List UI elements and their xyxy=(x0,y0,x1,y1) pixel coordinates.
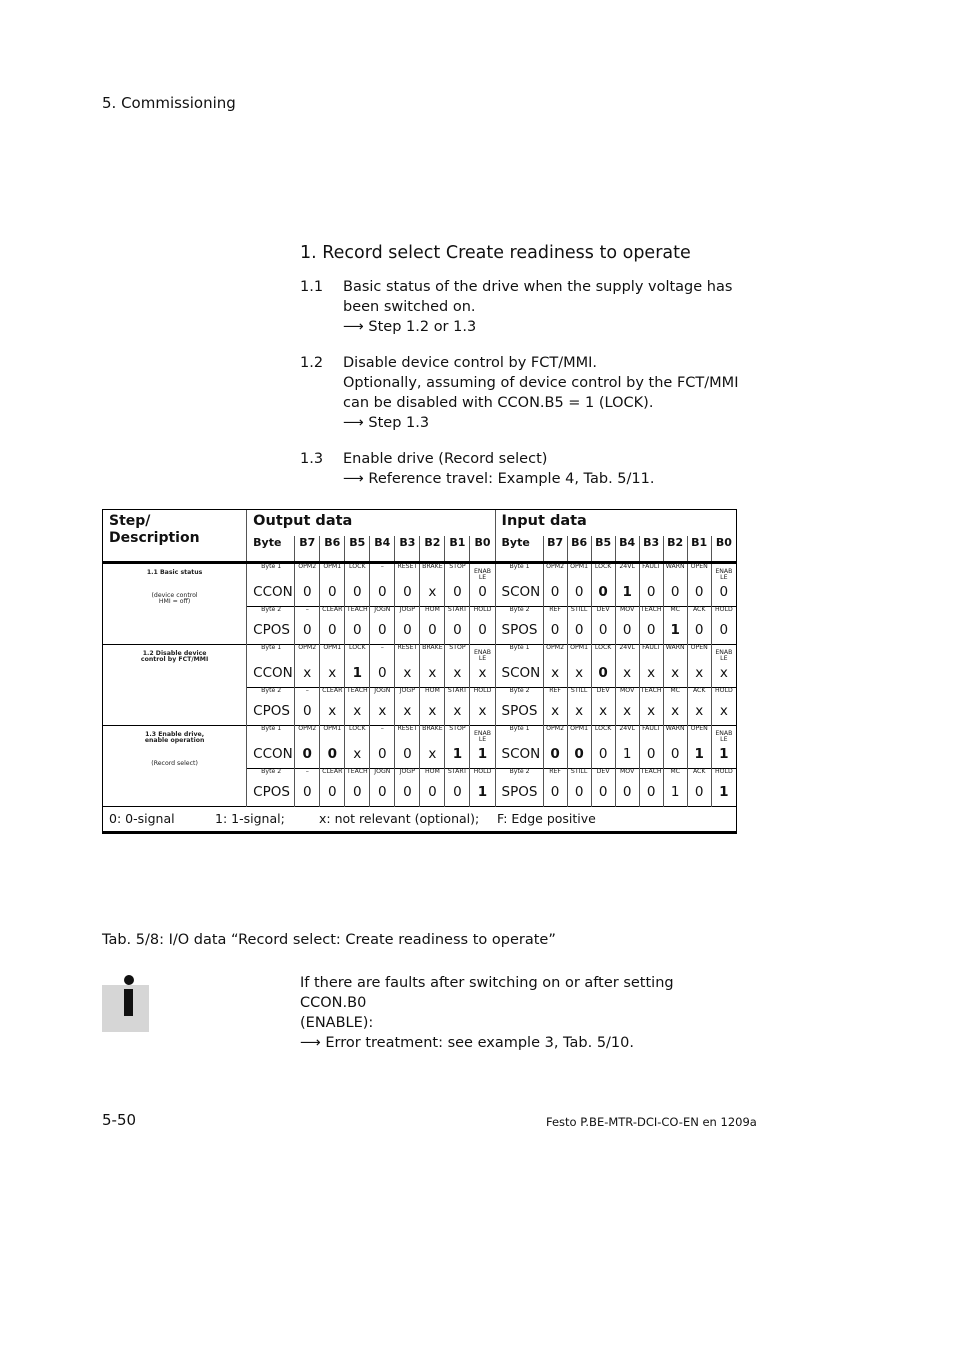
bit-header-b1: B1 xyxy=(687,536,711,563)
step-number: 1.3 xyxy=(300,451,324,467)
step-title: 1.1 Basic status xyxy=(146,568,203,576)
value-spos-3: 0 xyxy=(615,622,639,645)
value-cpos-0: 0 xyxy=(295,622,320,645)
signal-ccon-5: BRAKE xyxy=(420,725,445,746)
signal-spos-1: STILL xyxy=(567,768,591,784)
byte-label: Byte 1 xyxy=(495,644,543,665)
value-spos-2: 0 xyxy=(591,784,615,807)
value-cpos-2: x xyxy=(345,703,370,726)
value-ccon-5: x xyxy=(420,665,445,688)
signal-spos-4: TEACH xyxy=(639,606,663,622)
legend-item: x: not relevant (optional); xyxy=(319,810,480,826)
signal-cpos-1: CLEAR xyxy=(320,768,345,784)
bit-header-b0: B0 xyxy=(470,536,495,563)
value-scon-7: 1 xyxy=(711,746,736,769)
bit-header-b5: B5 xyxy=(591,536,615,563)
byte-name-cpos: CPOS xyxy=(247,784,295,807)
value-cpos-4: 0 xyxy=(395,622,420,645)
signal-spos-3: MOV xyxy=(615,606,639,622)
signal-scon-2: LOCK xyxy=(591,562,615,584)
signal-spos-5: MC xyxy=(663,606,687,622)
value-cpos-2: 0 xyxy=(345,784,370,807)
signal-scon-1: OPM1 xyxy=(567,644,591,665)
bit-header-b3: B3 xyxy=(395,536,420,563)
signal-cpos-6: START xyxy=(445,687,470,703)
signal-scon-0: OPM2 xyxy=(543,644,567,665)
byte-label: Byte 1 xyxy=(247,725,295,746)
info-note xyxy=(300,973,740,1053)
value-cpos-5: 0 xyxy=(420,622,445,645)
document-footer: Festo P.BE-MTR-DCI-CO-EN en 1209a xyxy=(546,1115,757,1129)
signal-cpos-5: HOM xyxy=(420,768,445,784)
signal-scon-0: OPM2 xyxy=(543,725,567,746)
signal-scon-5: WARN xyxy=(663,725,687,746)
step-line: ⟶ Step 1.3 xyxy=(343,415,430,431)
signal-ccon-5: BRAKE xyxy=(420,562,445,584)
value-spos-5: x xyxy=(663,703,687,726)
step-description-cell xyxy=(103,562,247,644)
signal-row xyxy=(103,725,737,746)
signal-ccon-2: LOCK xyxy=(345,644,370,665)
value-spos-7: 0 xyxy=(711,622,736,645)
legend-cell xyxy=(103,806,737,832)
signal-ccon-5: BRAKE xyxy=(420,644,445,665)
value-scon-6: 0 xyxy=(687,584,711,607)
bit-header-b0: B0 xyxy=(711,536,736,563)
value-cpos-7: 1 xyxy=(470,784,495,807)
byte-label: Byte 2 xyxy=(247,687,295,703)
step-description-cell xyxy=(103,725,247,806)
step-line: ⟶ Reference travel: Example 4, Tab. 5/11. xyxy=(343,471,655,487)
value-scon-5: 0 xyxy=(663,746,687,769)
bit-header-b6: B6 xyxy=(567,536,591,563)
signal-spos-4: TEACH xyxy=(639,687,663,703)
signal-spos-2: DEV xyxy=(591,687,615,703)
byte-name-spos: SPOS xyxy=(495,622,543,645)
signal-scon-2: LOCK xyxy=(591,725,615,746)
note-line: (ENABLE): xyxy=(300,1015,374,1031)
byte-label: Byte 1 xyxy=(247,644,295,665)
signal-spos-2: DEV xyxy=(591,768,615,784)
bit-header-b6: B6 xyxy=(320,536,345,563)
step-line: Optionally, assuming of device control by the FCT/MMI xyxy=(343,375,739,391)
value-cpos-7: 0 xyxy=(470,622,495,645)
signal-cpos-1: CLEAR xyxy=(320,687,345,703)
signal-cpos-0: – xyxy=(295,606,320,622)
signal-cpos-6: START xyxy=(445,768,470,784)
value-scon-2: 0 xyxy=(591,746,615,769)
byte-column-header: Byte xyxy=(247,536,295,563)
step-number: 1.2 xyxy=(300,355,324,371)
signal-row xyxy=(103,644,737,665)
value-ccon-1: 0 xyxy=(320,746,345,769)
value-ccon-1: 0 xyxy=(320,584,345,607)
io-data-table-wrapper xyxy=(102,509,737,834)
signal-spos-5: MC xyxy=(663,687,687,703)
value-spos-4: x xyxy=(639,703,663,726)
value-scon-3: 1 xyxy=(615,746,639,769)
signal-ccon-7: ENABLE xyxy=(470,725,495,746)
signal-cpos-4: JOGP xyxy=(395,687,420,703)
signal-ccon-6: STOP xyxy=(445,562,470,584)
value-ccon-3: 0 xyxy=(370,584,395,607)
signal-ccon-3: – xyxy=(370,644,395,665)
step-description-cell xyxy=(103,644,247,725)
signal-spos-6: ACK xyxy=(687,606,711,622)
signal-cpos-2: TEACH xyxy=(345,687,370,703)
value-ccon-4: 0 xyxy=(395,746,420,769)
signal-scon-6: OPEN xyxy=(687,644,711,665)
byte-column-header: Byte xyxy=(495,536,543,563)
byte-name-spos: SPOS xyxy=(495,703,543,726)
value-cpos-6: x xyxy=(445,703,470,726)
step-number: 1.1 xyxy=(300,279,324,295)
value-ccon-7: 0 xyxy=(470,584,495,607)
signal-ccon-3: – xyxy=(370,725,395,746)
value-cpos-7: x xyxy=(470,703,495,726)
value-ccon-6: 1 xyxy=(445,746,470,769)
value-spos-1: 0 xyxy=(567,784,591,807)
value-cpos-5: x xyxy=(420,703,445,726)
section-heading: 1. Record select Create readiness to operate xyxy=(300,243,691,263)
step-1-3 xyxy=(300,449,740,489)
signal-ccon-4: RESET xyxy=(395,725,420,746)
value-scon-0: 0 xyxy=(543,584,567,607)
bit-header-b7: B7 xyxy=(295,536,320,563)
value-ccon-3: 0 xyxy=(370,746,395,769)
value-spos-5: 1 xyxy=(663,784,687,807)
value-ccon-5: x xyxy=(420,584,445,607)
byte-name-ccon: CCON xyxy=(247,584,295,607)
byte-label: Byte 1 xyxy=(495,725,543,746)
signal-cpos-6: START xyxy=(445,606,470,622)
value-ccon-0: 0 xyxy=(295,584,320,607)
signal-scon-5: WARN xyxy=(663,562,687,584)
value-ccon-3: 0 xyxy=(370,665,395,688)
step-list xyxy=(300,277,740,505)
page-number: 5-50 xyxy=(102,1111,137,1129)
value-scon-1: 0 xyxy=(567,584,591,607)
value-spos-6: x xyxy=(687,703,711,726)
signal-ccon-2: LOCK xyxy=(345,562,370,584)
signal-scon-4: FAULT xyxy=(639,725,663,746)
signal-scon-3: 24VL xyxy=(615,562,639,584)
io-data-table xyxy=(102,509,737,834)
signal-spos-3: MOV xyxy=(615,768,639,784)
step-title: 1.3 Enable drive, enable operation xyxy=(144,730,205,744)
step-title: 1.2 Disable device control by FCT/MMI xyxy=(140,649,209,663)
signal-cpos-0: – xyxy=(295,687,320,703)
signal-cpos-1: CLEAR xyxy=(320,606,345,622)
value-cpos-1: x xyxy=(320,703,345,726)
value-scon-7: 0 xyxy=(711,584,736,607)
step-1-2 xyxy=(300,353,740,433)
bit-header-b1: B1 xyxy=(445,536,470,563)
value-cpos-6: 0 xyxy=(445,622,470,645)
signal-spos-2: DEV xyxy=(591,606,615,622)
step-line: Enable drive (Record select) xyxy=(343,451,548,467)
bit-header-b7: B7 xyxy=(543,536,567,563)
step-note: (device control HMI = off) xyxy=(151,591,198,605)
signal-cpos-7: HOLD xyxy=(470,768,495,784)
value-scon-3: x xyxy=(615,665,639,688)
bit-header-b3: B3 xyxy=(639,536,663,563)
signal-cpos-0: – xyxy=(295,768,320,784)
value-ccon-4: x xyxy=(395,665,420,688)
value-cpos-0: 0 xyxy=(295,784,320,807)
signal-spos-6: ACK xyxy=(687,687,711,703)
value-ccon-6: x xyxy=(445,665,470,688)
value-spos-4: 0 xyxy=(639,784,663,807)
value-spos-6: 0 xyxy=(687,784,711,807)
info-icon xyxy=(102,974,149,1032)
signal-cpos-2: TEACH xyxy=(345,768,370,784)
value-spos-1: 0 xyxy=(567,622,591,645)
signal-scon-0: OPM2 xyxy=(543,562,567,584)
value-spos-2: x xyxy=(591,703,615,726)
bit-header-b5: B5 xyxy=(345,536,370,563)
byte-name-scon: SCON xyxy=(495,584,543,607)
signal-scon-6: OPEN xyxy=(687,725,711,746)
signal-cpos-5: HOM xyxy=(420,687,445,703)
signal-cpos-5: HOM xyxy=(420,606,445,622)
byte-label: Byte 2 xyxy=(495,687,543,703)
byte-name-spos: SPOS xyxy=(495,784,543,807)
value-ccon-2: 0 xyxy=(345,584,370,607)
value-ccon-7: 1 xyxy=(470,746,495,769)
value-cpos-5: 0 xyxy=(420,784,445,807)
byte-label: Byte 2 xyxy=(247,606,295,622)
value-cpos-2: 0 xyxy=(345,622,370,645)
byte-name-scon: SCON xyxy=(495,665,543,688)
value-ccon-2: x xyxy=(345,746,370,769)
chapter-header: 5. Commissioning xyxy=(102,94,236,112)
value-spos-0: x xyxy=(543,703,567,726)
value-spos-0: 0 xyxy=(543,622,567,645)
value-cpos-3: x xyxy=(370,703,395,726)
step-1-1 xyxy=(300,277,740,337)
signal-spos-3: MOV xyxy=(615,687,639,703)
value-spos-7: x xyxy=(711,703,736,726)
value-scon-4: 0 xyxy=(639,746,663,769)
value-scon-5: x xyxy=(663,665,687,688)
signal-spos-1: STILL xyxy=(567,606,591,622)
signal-ccon-7: ENABLE xyxy=(470,644,495,665)
signal-cpos-4: JOGP xyxy=(395,768,420,784)
value-cpos-1: 0 xyxy=(320,622,345,645)
value-cpos-3: 0 xyxy=(370,784,395,807)
value-scon-7: x xyxy=(711,665,736,688)
value-scon-2: 0 xyxy=(591,665,615,688)
signal-spos-7: HOLD xyxy=(711,768,736,784)
bit-header-b2: B2 xyxy=(420,536,445,563)
signal-scon-1: OPM1 xyxy=(567,725,591,746)
signal-ccon-4: RESET xyxy=(395,562,420,584)
step-line: Basic status of the drive when the supply voltage has xyxy=(343,279,733,295)
value-scon-0: 0 xyxy=(543,746,567,769)
byte-label: Byte 2 xyxy=(247,768,295,784)
input-data-header: Input data xyxy=(495,510,736,536)
step-line: been switched on. xyxy=(343,299,476,315)
note-line: If there are faults after switching on or after setting CCON.B0 xyxy=(300,975,674,1011)
signal-ccon-1: OPM1 xyxy=(320,562,345,584)
signal-ccon-0: OPM2 xyxy=(295,644,320,665)
signal-cpos-7: HOLD xyxy=(470,606,495,622)
signal-spos-7: HOLD xyxy=(711,687,736,703)
value-ccon-1: x xyxy=(320,665,345,688)
value-spos-3: x xyxy=(615,703,639,726)
value-cpos-6: 0 xyxy=(445,784,470,807)
signal-ccon-0: OPM2 xyxy=(295,725,320,746)
value-cpos-4: x xyxy=(395,703,420,726)
bit-header-b2: B2 xyxy=(663,536,687,563)
table-caption: Tab. 5/8: I/O data “Record select: Create readiness to operate” xyxy=(102,932,556,948)
signal-scon-7: ENABLE xyxy=(711,644,736,665)
signal-ccon-1: OPM1 xyxy=(320,644,345,665)
table-header-row xyxy=(103,510,737,536)
value-spos-0: 0 xyxy=(543,784,567,807)
signal-ccon-6: STOP xyxy=(445,644,470,665)
signal-spos-0: REF xyxy=(543,768,567,784)
signal-scon-2: LOCK xyxy=(591,644,615,665)
signal-ccon-2: LOCK xyxy=(345,725,370,746)
value-scon-0: x xyxy=(543,665,567,688)
value-spos-4: 0 xyxy=(639,622,663,645)
signal-spos-5: MC xyxy=(663,768,687,784)
signal-cpos-3: JOGN xyxy=(370,687,395,703)
value-scon-6: 1 xyxy=(687,746,711,769)
value-cpos-0: 0 xyxy=(295,703,320,726)
signal-ccon-1: OPM1 xyxy=(320,725,345,746)
value-ccon-0: 0 xyxy=(295,746,320,769)
signal-scon-7: ENABLE xyxy=(711,562,736,584)
signal-spos-7: HOLD xyxy=(711,606,736,622)
signal-scon-6: OPEN xyxy=(687,562,711,584)
value-cpos-1: 0 xyxy=(320,784,345,807)
signal-cpos-2: TEACH xyxy=(345,606,370,622)
value-ccon-2: 1 xyxy=(345,665,370,688)
signal-cpos-4: JOGP xyxy=(395,606,420,622)
signal-scon-1: OPM1 xyxy=(567,562,591,584)
signal-ccon-6: STOP xyxy=(445,725,470,746)
byte-name-ccon: CCON xyxy=(247,665,295,688)
signal-scon-3: 24VL xyxy=(615,725,639,746)
value-spos-2: 0 xyxy=(591,622,615,645)
value-ccon-6: 0 xyxy=(445,584,470,607)
signal-spos-4: TEACH xyxy=(639,768,663,784)
legend-item: 0: 0-signal xyxy=(109,810,175,826)
signal-ccon-4: RESET xyxy=(395,644,420,665)
signal-scon-4: FAULT xyxy=(639,644,663,665)
byte-name-ccon: CCON xyxy=(247,746,295,769)
value-ccon-5: x xyxy=(420,746,445,769)
signal-scon-4: FAULT xyxy=(639,562,663,584)
note-line: ⟶ Error treatment: see example 3, Tab. 5/10. xyxy=(300,1035,634,1051)
signal-spos-6: ACK xyxy=(687,768,711,784)
byte-label: Byte 1 xyxy=(495,562,543,584)
value-spos-7: 1 xyxy=(711,784,736,807)
step-note: (Record select) xyxy=(151,759,198,767)
value-cpos-3: 0 xyxy=(370,622,395,645)
legend-items xyxy=(103,807,736,829)
legend-item: 1: 1-signal; xyxy=(215,810,285,826)
byte-label: Byte 2 xyxy=(495,768,543,784)
signal-ccon-3: – xyxy=(370,562,395,584)
bit-header-b4: B4 xyxy=(370,536,395,563)
value-scon-1: 0 xyxy=(567,746,591,769)
value-spos-3: 0 xyxy=(615,784,639,807)
signal-spos-0: REF xyxy=(543,606,567,622)
signal-scon-5: WARN xyxy=(663,644,687,665)
byte-label: Byte 1 xyxy=(247,562,295,584)
step-line: Disable device control by FCT/MMI. xyxy=(343,355,598,371)
value-scon-2: 0 xyxy=(591,584,615,607)
signal-ccon-0: OPM2 xyxy=(295,562,320,584)
signal-ccon-7: ENABLE xyxy=(470,562,495,584)
value-cpos-4: 0 xyxy=(395,784,420,807)
signal-cpos-7: HOLD xyxy=(470,687,495,703)
signal-cpos-3: JOGN xyxy=(370,606,395,622)
value-scon-3: 1 xyxy=(615,584,639,607)
byte-label: Byte 2 xyxy=(495,606,543,622)
signal-spos-1: STILL xyxy=(567,687,591,703)
bit-header-b4: B4 xyxy=(615,536,639,563)
step-description-header: Step/ Description xyxy=(103,510,247,563)
byte-name-scon: SCON xyxy=(495,746,543,769)
byte-name-cpos: CPOS xyxy=(247,703,295,726)
value-spos-6: 0 xyxy=(687,622,711,645)
signal-scon-3: 24VL xyxy=(615,644,639,665)
value-scon-6: x xyxy=(687,665,711,688)
step-line: can be disabled with CCON.B5 = 1 (LOCK). xyxy=(343,395,654,411)
value-ccon-0: x xyxy=(295,665,320,688)
signal-cpos-3: JOGN xyxy=(370,768,395,784)
value-scon-4: x xyxy=(639,665,663,688)
signal-row xyxy=(103,562,737,584)
signal-spos-0: REF xyxy=(543,687,567,703)
value-spos-1: x xyxy=(567,703,591,726)
value-scon-1: x xyxy=(567,665,591,688)
output-data-header: Output data xyxy=(247,510,495,536)
value-spos-5: 1 xyxy=(663,622,687,645)
value-scon-5: 0 xyxy=(663,584,687,607)
step-line: ⟶ Step 1.2 or 1.3 xyxy=(343,319,477,335)
legend-item: F: Edge positive xyxy=(497,810,596,826)
value-ccon-4: 0 xyxy=(395,584,420,607)
legend-row xyxy=(103,806,737,832)
value-scon-4: 0 xyxy=(639,584,663,607)
byte-name-cpos: CPOS xyxy=(247,622,295,645)
value-ccon-7: x xyxy=(470,665,495,688)
signal-scon-7: ENABLE xyxy=(711,725,736,746)
